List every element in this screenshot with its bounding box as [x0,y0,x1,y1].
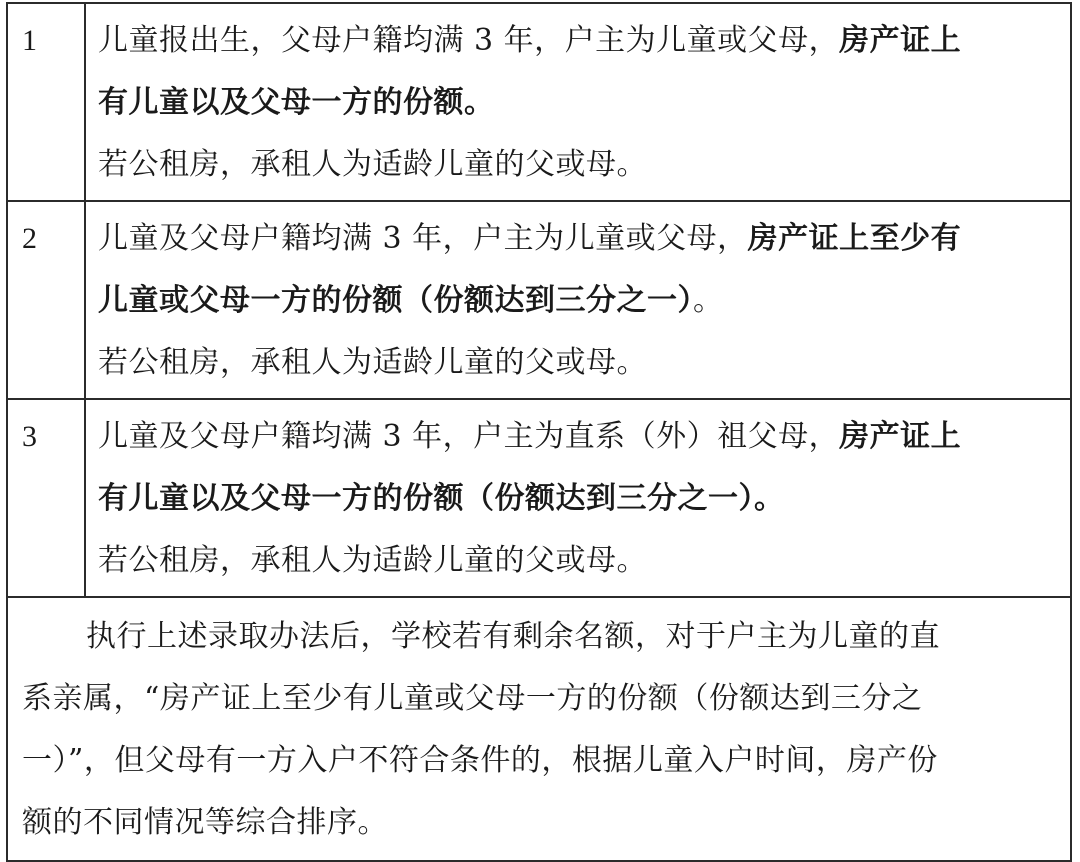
table-row [7,399,1071,597]
footer-line: 额的不同情况等综合排序。 [22,805,388,840]
public-rental-note: 若公租房，承租人为适龄儿童的父或母。 [98,543,647,578]
footer-line: 执行上述录取办法后，学校若有剩余名额，对于户主为儿童的直 [86,619,940,654]
emphasis-text: 房产证上 [839,23,962,58]
content-line [98,406,1062,468]
row-content [85,3,1071,201]
content-line [98,270,1062,332]
condition-text: 儿童及父母户籍均满 3 年，户主为直系（外）祖父母， [98,419,840,454]
emphasis-text: 儿童或父母一方的份额（份额达到三分之一） [98,283,693,318]
content-line [98,72,1062,134]
row-content [85,399,1071,597]
row-content [85,201,1071,399]
table-row [7,201,1071,399]
content-line [98,468,1062,530]
footer-cell [7,597,1071,861]
row-number: 1 [7,3,85,201]
footer-line: 一）”，但父母有一方入户不符合条件的，根据儿童入户时间，房产份 [22,743,938,778]
public-rental-note: 若公租房，承租人为适龄儿童的父或母。 [98,345,647,380]
condition-text: 儿童报出生，父母户籍均满 3 年，户主为儿童或父母， [98,23,840,58]
table-row [7,3,1071,201]
condition-text: 。 [693,283,724,318]
table-row [7,597,1071,861]
content-line [98,208,1062,270]
row-number: 3 [7,399,85,597]
admission-rules-table [6,2,1072,862]
emphasis-text: 房产证上至少有 [747,221,962,256]
footer-line: 系亲属，“房产证上至少有儿童或父母一方的份额（份额达到三分之 [22,681,923,716]
emphasis-text: 房产证上 [839,419,962,454]
public-rental-note: 若公租房，承租人为适龄儿童的父或母。 [98,147,647,182]
content-line [98,10,1062,72]
row-number: 2 [7,201,85,399]
condition-text: 儿童及父母户籍均满 3 年，户主为儿童或父母， [98,221,748,256]
emphasis-text: 有儿童以及父母一方的份额。 [98,85,495,120]
emphasis-text: 有儿童以及父母一方的份额（份额达到三分之一）。 [98,481,785,516]
